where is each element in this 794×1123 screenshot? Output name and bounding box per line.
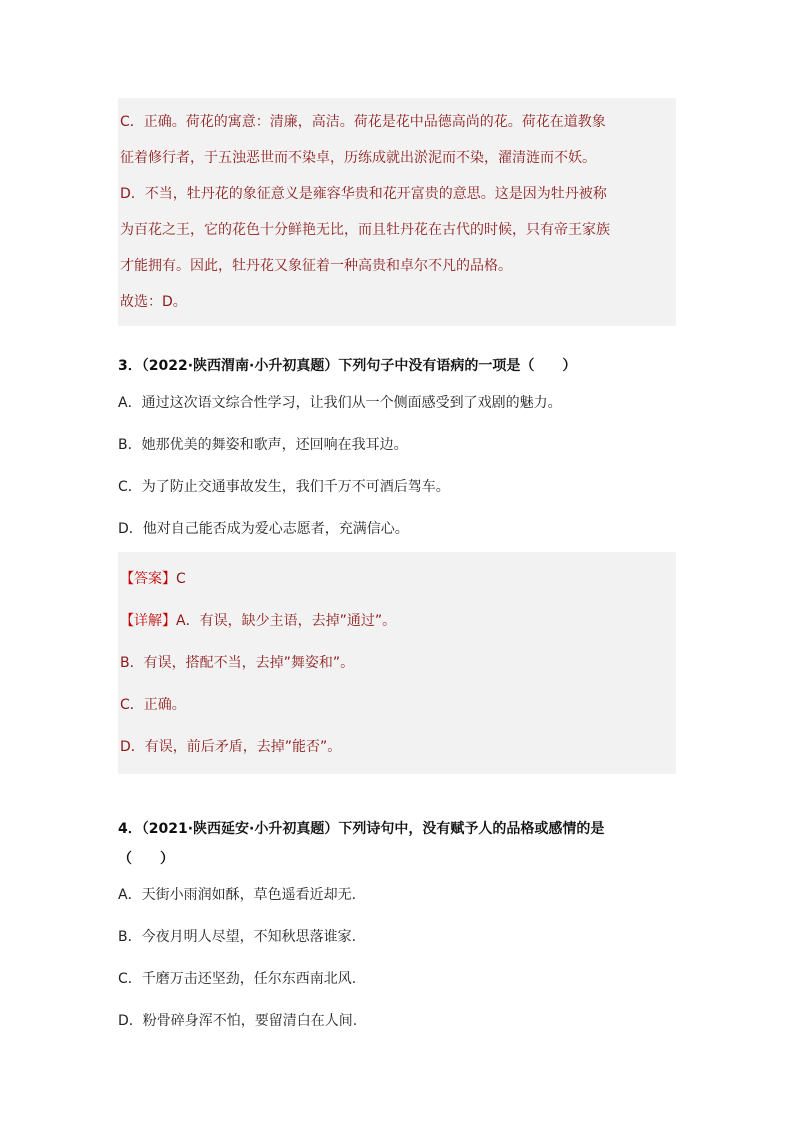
question-3-title: 3．（2022·陕西渭南·小升初真题）下列句子中没有语病的一项是（ ） xyxy=(118,358,577,374)
question-4-option-d: D．粉骨碎身浑不怕，要留清白在人间. xyxy=(118,1013,358,1029)
detail-a-text: A．有误，缺少主语，去掉”通过”。 xyxy=(176,613,397,629)
question-3 xyxy=(118,350,676,774)
question-3-answer-box xyxy=(118,552,676,774)
question-3-detail-d: D．有误，前后矛盾，去掉”能否”。 xyxy=(120,739,342,755)
question-3-option-a: A．通过这次语文综合性学习，让我们从一个侧面感受到了戏剧的魅力。 xyxy=(118,395,562,411)
question-3-detail-b: B．有误，搭配不当，去掉”舞姿和”。 xyxy=(120,655,355,671)
detail-tag: 【详解】 xyxy=(120,613,176,629)
question-3-answer xyxy=(120,558,674,600)
question-4-option-b: B．今夜月明人尽望，不知秋思落谁家. xyxy=(118,929,357,945)
answer-value: C xyxy=(176,571,186,587)
question-3-detail-a xyxy=(120,600,674,642)
answer-line-d2: 为百花之王，它的花色十分鲜艳无比，而且牡丹花在古代的时候，只有帝王家族 xyxy=(120,222,610,238)
answer-tag: 【答案】 xyxy=(120,571,176,587)
previous-answer-box xyxy=(118,98,676,326)
answer-line-d3: 才能拥有。因此，牡丹花又象征着一种高贵和卓尔不凡的品格。 xyxy=(120,258,512,274)
question-3-option-d: D．他对自己能否成为爱心志愿者，充满信心。 xyxy=(118,521,409,537)
question-4-title-line2: （ ） xyxy=(118,851,174,867)
answer-line-c: C．正确。荷花的寓意：清廉，高洁。荷花是花中品德高尚的花。荷花在道教象 xyxy=(120,114,606,130)
question-4-option-a: A．天街小雨润如酥，草色遥看近却无. xyxy=(118,887,357,903)
answer-line-d1: D．不当，牡丹花的象征意义是雍容华贵和花开富贵的意思。这是因为牡丹被称 xyxy=(120,186,607,202)
question-3-option-c: C．为了防止交通事故发生，我们千万不可酒后驾车。 xyxy=(118,479,450,495)
question-4 xyxy=(118,814,676,1042)
question-4-title-line1: 4．（2021·陕西延安·小升初真题）下列诗句中，没有赋予人的品格或感情的是 xyxy=(118,821,605,837)
question-3-detail-c: C．正确。 xyxy=(120,697,186,713)
answer-choice: 故选：D。 xyxy=(120,294,187,310)
question-4-option-c: C．千磨万击还坚劲，任尔东西南北风. xyxy=(118,971,357,987)
question-3-option-b: B．她那优美的舞姿和歌声，还回响在我耳边。 xyxy=(118,437,408,453)
answer-line-c-cont: 征着修行者，于五浊恶世而不染卓，历练成就出淤泥而不染，濯清涟而不妖。 xyxy=(120,150,596,166)
document-page xyxy=(118,98,676,1042)
